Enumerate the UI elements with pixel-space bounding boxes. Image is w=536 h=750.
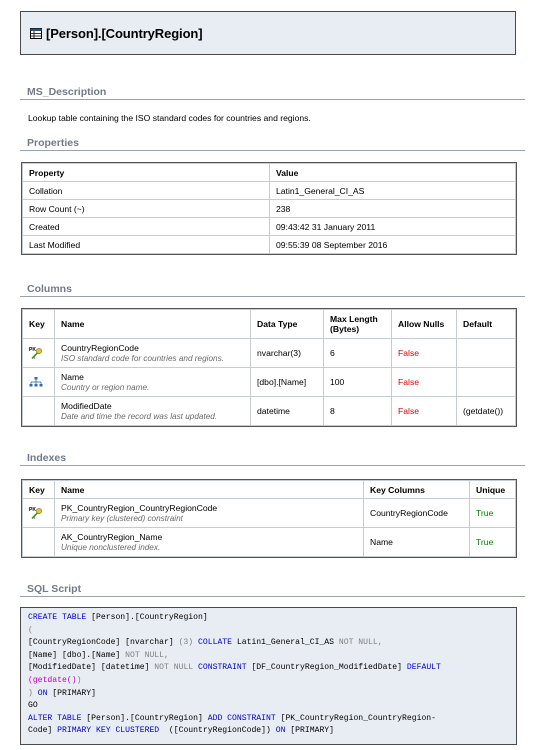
sql-text: ) (76, 675, 82, 685)
key-cell (23, 339, 55, 368)
table-row (23, 368, 516, 397)
column-name: Name (61, 372, 84, 382)
sql-keyword: ADD CONSTRAINT (207, 713, 276, 723)
primary-key-icon (29, 346, 43, 360)
ms-description-heading: MS_Description (27, 86, 107, 98)
sql-script-block (20, 607, 517, 745)
column-header: Name (55, 481, 364, 499)
sql-text: [DF_CountryRegion_ModifiedDate] (246, 663, 407, 673)
indexes-table (22, 480, 516, 557)
max-length: 6 (324, 339, 392, 368)
table-row (23, 200, 516, 218)
property-name: Last Modified (23, 236, 270, 254)
sql-text: ) (28, 688, 38, 698)
column-header: Name (55, 310, 251, 339)
table-icon (30, 28, 42, 39)
key-cell (23, 528, 55, 557)
page-title-box (20, 11, 516, 55)
page-title: [Person].[CountryRegion] (46, 25, 203, 41)
column-name-cell (55, 339, 251, 368)
allow-nulls: False (392, 397, 457, 426)
sql-keyword: COLLATE (193, 638, 233, 648)
default-value: (getdate()) (457, 397, 516, 426)
sql-keyword: ON (37, 688, 48, 698)
column-name-cell (55, 368, 251, 397)
sql-keyword: NOT NULL, (338, 638, 383, 648)
index-description: Unique nonclustered index. (61, 543, 161, 552)
property-value: 09:43:42 31 January 2011 (270, 218, 516, 236)
properties-heading: Properties (27, 137, 79, 149)
sql-keyword: DEFAULT (406, 663, 441, 673)
sql-keyword: CREATE TABLE (28, 613, 87, 622)
column-name: CountryRegionCode (61, 343, 139, 353)
column-header: Key Columns (364, 481, 470, 499)
sql-keyword: ALTER TABLE (28, 713, 82, 723)
section-divider (20, 150, 525, 151)
data-type: nvarchar(3) (251, 339, 324, 368)
sql-text: [CountryRegionCode] [nvarchar] (28, 638, 179, 648)
sql-text: [PK_CountryRegion_CountryRegion- (275, 713, 437, 723)
sql-text: [Person].[CountryRegion] (86, 613, 208, 622)
sql-text: [Name] [dbo].[Name] (28, 650, 126, 660)
key-columns: CountryRegionCode (364, 499, 470, 528)
description-text: Lookup table containing the ISO standard codes for countries and regions. (28, 113, 311, 123)
column-header: Max Length (Bytes) (324, 310, 392, 339)
primary-key-icon (29, 506, 43, 520)
table-row (23, 218, 516, 236)
default-value (457, 368, 516, 397)
sql-keyword: ON (275, 726, 286, 736)
section-divider (20, 296, 525, 297)
table-row (23, 397, 516, 426)
column-description: Country or region name. (61, 383, 150, 392)
default-value (457, 339, 516, 368)
key-cell (23, 397, 55, 426)
property-value: 09:55:39 08 September 2016 (270, 236, 516, 254)
sql-text: [ModifiedDate] [datetime] (28, 663, 155, 673)
sql-text: ( (28, 625, 33, 635)
indexes-heading: Indexes (27, 452, 67, 464)
sql-text: [PRIMARY] (47, 688, 97, 698)
column-header: Value (270, 164, 516, 182)
table-row (23, 528, 516, 557)
property-name: Row Count (~) (23, 200, 270, 218)
sql-text: GO (28, 701, 38, 711)
table-row (23, 339, 516, 368)
property-name: Collation (23, 182, 270, 200)
index-name: PK_CountryRegion_CountryRegionCode (61, 503, 218, 513)
column-name-cell (55, 397, 251, 426)
allow-nulls: False (392, 339, 457, 368)
column-name: ModifiedDate (61, 401, 112, 411)
sql-text: (3) (178, 638, 194, 648)
sql-text: Latin1_General_CI_AS (232, 638, 339, 648)
key-columns: Name (364, 528, 470, 557)
property-name: Created (23, 218, 270, 236)
property-value: Latin1_General_CI_AS (270, 182, 516, 200)
max-length: 100 (324, 368, 392, 397)
columns-heading: Columns (27, 283, 72, 295)
column-header: Data Type (251, 310, 324, 339)
columns-table (22, 309, 516, 426)
sql-text: ([CountryRegionCode]) (159, 726, 276, 736)
sql-text: [Person].[CountryRegion] (81, 713, 208, 723)
key-cell (23, 499, 55, 528)
index-name-cell (55, 499, 364, 528)
table-row (23, 182, 516, 200)
sql-keyword: CONSTRAINT (193, 663, 247, 673)
column-header: Key (23, 481, 55, 499)
table-row (23, 499, 516, 528)
column-description: ISO standard code for countries and regions. (61, 354, 224, 363)
column-header: Key (23, 310, 55, 339)
column-header: Allow Nulls (392, 310, 457, 339)
column-header: Default (457, 310, 516, 339)
allow-nulls: False (392, 368, 457, 397)
data-type: [dbo].[Name] (251, 368, 324, 397)
data-type: datetime (251, 397, 324, 426)
sql-keyword: NOT NULL (154, 663, 194, 673)
max-length: 8 (324, 397, 392, 426)
index-name-cell (55, 528, 364, 557)
svg-text:PK: PK (29, 507, 36, 513)
sql-keyword: PRIMARY KEY CLUSTERED (57, 726, 160, 736)
sql-keyword: NOT NULL, (125, 650, 169, 660)
sql-text: [PRIMARY] (285, 726, 335, 736)
unique-value: True (470, 499, 516, 528)
index-name: AK_CountryRegion_Name (61, 532, 163, 542)
sql-text: Code] (28, 726, 58, 736)
unique-value: True (470, 528, 516, 557)
sql-function: (getdate() (28, 675, 77, 685)
section-divider (20, 99, 525, 100)
column-description: Date and time the record was last updated. (61, 412, 218, 421)
section-divider (20, 596, 525, 597)
table-row (23, 236, 516, 254)
column-header: Property (23, 164, 270, 182)
properties-table (22, 163, 516, 254)
section-divider (20, 465, 525, 466)
index-description: Primary key (clustered) constraint (61, 514, 183, 523)
property-value: 238 (270, 200, 516, 218)
column-header: Unique (470, 481, 516, 499)
key-cell (23, 368, 55, 397)
index-icon (29, 376, 43, 388)
sql-script-heading: SQL Script (27, 583, 82, 595)
svg-text:PK: PK (29, 347, 36, 353)
